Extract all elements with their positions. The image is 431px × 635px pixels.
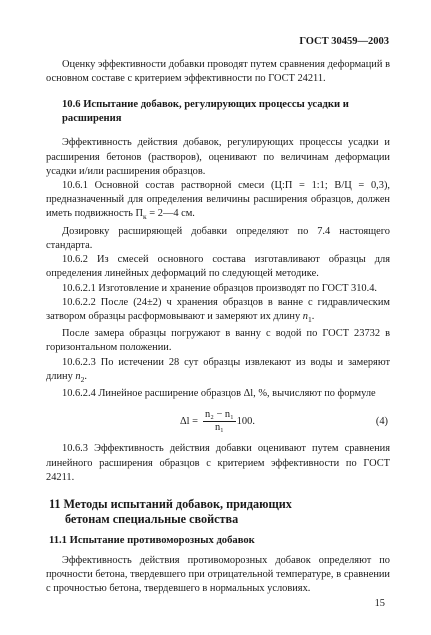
paragraph-10-6-1: [46, 179, 390, 225]
paragraph-dosage: Дозировку расширяющей добавки определяют по 7.4 настоящего стандарта.: [46, 225, 390, 251]
length-var-n2: n: [75, 370, 81, 382]
section-11-heading-line2: бетонам специальные свойства: [65, 512, 239, 527]
paragraph-10-6-2-3-tail: .: [84, 370, 87, 382]
length-sub-2: 2: [80, 374, 85, 384]
formula-numerator: n₂ − n₁: [205, 409, 234, 421]
paragraph-10-6-2: 10.6.2 Из смесей основного состава изготавливают образцы для определения линейных деформаций по следующей методике.: [46, 254, 390, 280]
paragraph-10-6-3: 10.6.3 Эффективность действия добавки оценивают путем сравнения линейного расширения образцов с критерием эффективности по ГОСТ 24211.: [46, 443, 390, 483]
formula-fraction: [203, 409, 236, 434]
page-content: [46, 58, 390, 597]
mobility-subscript: к: [143, 212, 147, 222]
paragraph-water-immersion: После замера образцы погружают в ванну с водой по ГОСТ 23732 в горизонтальном положении.: [46, 328, 390, 354]
formula-denominator: n₁: [214, 422, 224, 434]
section-11-heading-line1: 11 Методы испытаний добавок, придающих: [49, 496, 292, 511]
length-sub-1: 1: [307, 315, 312, 324]
formula-4: [46, 407, 390, 437]
paragraph-10-6-intro: Эффективность действия добавок, регулирующих процессы усадки и расширения бетонов (растворов), оценивают по величинам деформации усадки и/или расширения образцов.: [46, 137, 390, 177]
section-10-6-heading: 10.6 Испытание добавок, регулирующих процессы усадки и расширения: [62, 99, 349, 125]
paragraph-10-6-2-2-text: 10.6.2.2 После (24±2) ч хранения образцов в ванне с гидравлическим затвором образцы расформовывают и замеряют их длину: [46, 296, 390, 322]
standard-header: ГОСТ 30459—2003: [299, 36, 389, 47]
formula-expression: [180, 409, 255, 434]
section-11-1-heading: 11.1 Испытание противоморозных добавок: [49, 534, 255, 546]
paragraph-10-6-2-4: 10.6.2.4 Линейное расширение образцов Δl, %, вычисляют по формуле: [62, 388, 376, 400]
paragraph-10-6-1-text: 10.6.1 Основной состав растворной смеси (Ц:П = 1:1; В/Ц = 0,3), предназначенный для определения величины расширения образцов, должен иметь подвижность П: [46, 180, 390, 220]
paragraph-10-6-2-2: [46, 296, 390, 327]
length-var-n1: n: [302, 310, 308, 322]
paragraph-10-6-2-3: [46, 356, 390, 387]
paragraph-10-6-2-2-tail: .: [311, 310, 315, 322]
intro-paragraph: Оценку эффективности добавки проводят путем сравнения деформаций в основном составе с критерием эффективности по ГОСТ 24211.: [46, 59, 390, 85]
formula-lhs: Δl =: [180, 415, 199, 427]
paragraph-10-6-2-3-text: 10.6.2.3 По истечении 28 сут образцы извлекают из воды и замеряют длину: [46, 356, 390, 382]
paragraph-10-6-2-1: 10.6.2.1 Изготовление и хранение образцов производят по ГОСТ 310.4.: [62, 282, 377, 294]
section-11-heading: [46, 497, 390, 528]
paragraph-10-6-1-tail: = 2—4 см.: [146, 208, 195, 220]
formula-rhs: 100.: [236, 415, 255, 427]
formula-number: (4): [375, 416, 388, 428]
page-number: 15: [374, 598, 385, 609]
paragraph-11-1: Эффективность действия противоморозных добавок определяют по прочности бетона, твердевшего при отрицательной температуре, в сравнении с прочностью бетона, твердевшего в нормальных условиях.: [46, 554, 390, 595]
